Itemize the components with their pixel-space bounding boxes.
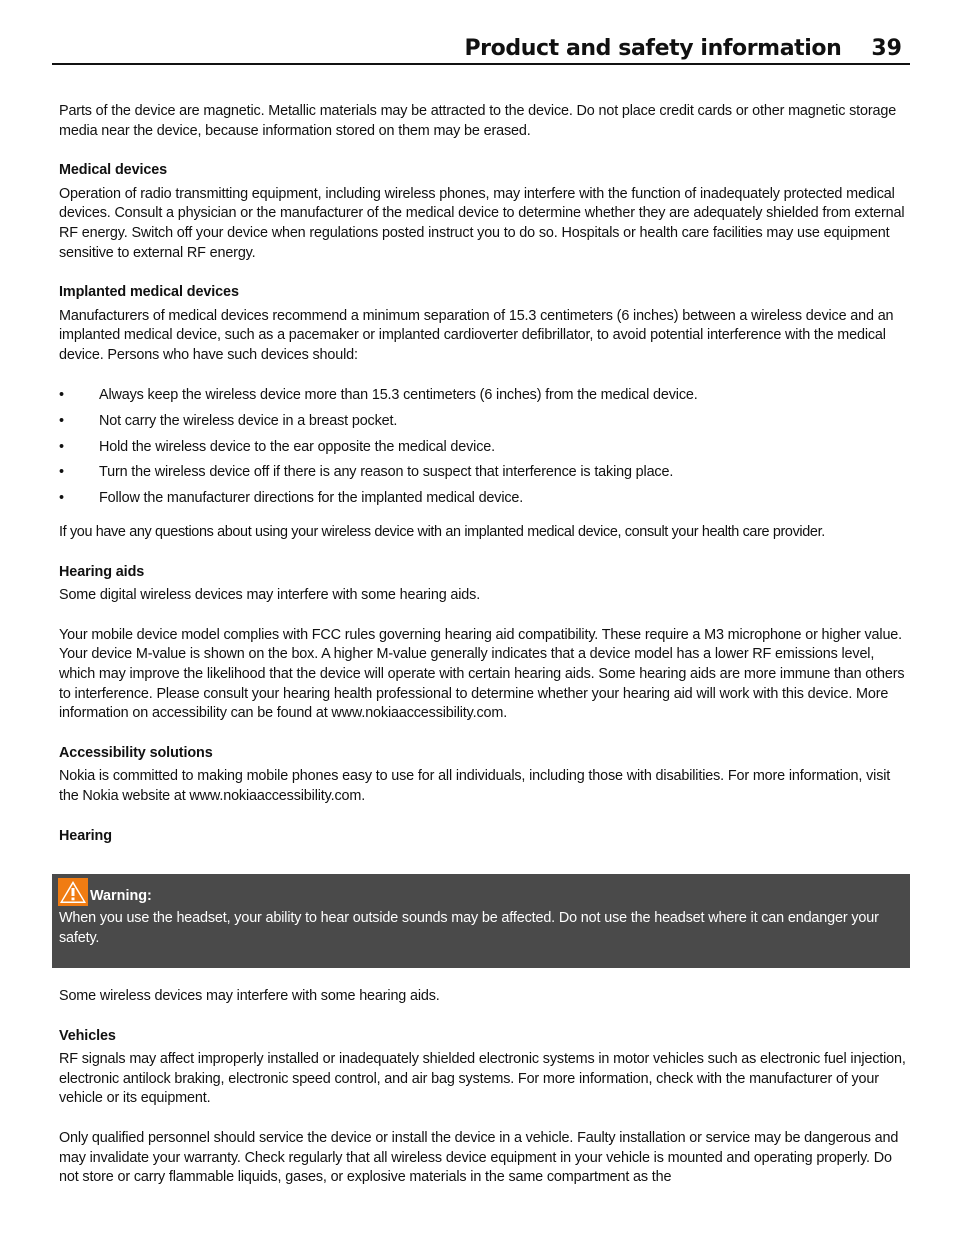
page-header — [52, 30, 910, 65]
section-heading-vehicles: Vehicles — [59, 1027, 116, 1044]
warning-label: Warning: — [90, 888, 152, 905]
list-item — [59, 489, 909, 509]
list-item — [59, 412, 909, 432]
section-heading-implanted-medical-devices: Implanted medical devices — [59, 284, 239, 301]
section-heading-hearing-aids: Hearing aids — [59, 563, 145, 580]
list-item-text: Turn the wireless device off if there is any reason to suspect that interference is taking place. — [99, 464, 674, 481]
intro-paragraph: Parts of the device are magnetic. Metallic materials may be attracted to the device. Do not place credit cards or other magnetic storage media near the device, because information stored on them may be erased. — [59, 103, 897, 139]
page-title: Product and safety information — [464, 36, 842, 61]
bullet-marker: • — [59, 490, 64, 507]
list-item — [59, 463, 909, 483]
section-heading-medical-devices: Medical devices — [59, 162, 168, 179]
list-item — [59, 438, 909, 458]
bullet-marker: • — [59, 438, 64, 455]
main-content — [59, 102, 909, 846]
warning-triangle-icon — [58, 878, 88, 906]
list-item-text: Always keep the wireless device more than 15.3 centimeters (6 inches) from the medical device. — [99, 386, 698, 403]
section-heading-accessibility-solutions: Accessibility solutions — [59, 744, 213, 761]
medical-devices-paragraph: Operation of radio transmitting equipment, including wireless phones, may interfere with the function of inadequately protected medical devices. Consult a physician or the manufacturer of the medical device to determine whether they are adequately shielded from external RF energy. Switch off your device when regulations posted instruct you to do so. Hospitals or health care facilities may use equipment sensitive to external RF energy. — [59, 185, 905, 261]
warning-callout — [52, 874, 910, 968]
section-heading-hearing: Hearing — [59, 827, 112, 844]
bullet-marker: • — [59, 464, 64, 481]
vehicles-paragraph-1: RF signals may affect improperly installed or inadequately shielded electronic systems in motor vehicles such as electronic fuel injection, electronic antilock braking, electronic speed control, and air bag systems. For more information, check with the manufacturer of your vehicle or its equipment. — [59, 1051, 906, 1107]
after-warning-paragraph: Some wireless devices may interfere with some hearing aids. — [59, 988, 440, 1004]
hearing-aids-paragraph-2: Your mobile device model complies with FCC rules governing hearing aid compatibility. These require a M3 microphone or higher value. Your device M-value is shown on the box. A higher M-value generally indicates that a device model has a lower RF emissions level, which may improve the likelihood that the device will operate with certain hearing aids. Some hearing aids are more immune than others to interference. Please consult your hearing health professional to determine whether your hearing aid will work with this device. More information on accessibility can be found at www.nokiaaccessibility.com. — [59, 626, 905, 722]
hearing-aids-paragraph-1: Some digital wireless devices may interfere with some hearing aids. — [59, 587, 481, 604]
list-item — [59, 386, 909, 406]
bullet-marker: • — [59, 386, 64, 403]
warning-header — [58, 878, 152, 906]
implanted-devices-bullet-list — [59, 386, 909, 510]
implanted-devices-paragraph: Manufacturers of medical devices recommend a minimum separation of 15.3 centimeters (6 inches) between a wireless device and an implanted medical device, such as a pacemaker or implanted cardioverter defibrillator, to avoid potential interference with the medical device. Persons who have such devices should: — [59, 307, 894, 363]
lower-content — [59, 987, 909, 1188]
page-number: 39 — [871, 36, 902, 61]
vehicles-paragraph-2: Only qualified personnel should service the device or install the device in a vehicle. Faulty installation or service may be dangerous and may invalidate your warranty. Check regularly that all wireless device equipment in your vehicle is mounted and operating properly. Do not store or carry flammable liquids, gases, or explosive materials in the same compartment as the — [59, 1129, 899, 1186]
implanted-devices-closing-paragraph: If you have any questions about using your wireless device with an implanted medical device, consult your health care provider. — [59, 524, 825, 541]
accessibility-paragraph: Nokia is committed to making mobile phones easy to use for all individuals, including those with disabilities. For more information, visit the Nokia website at www.nokiaaccessibility.com. — [59, 768, 891, 804]
bullet-marker: • — [59, 412, 64, 429]
warning-text: When you use the headset, your ability to hear outside sounds may be affected. Do not use the headset where it can endanger your safety. — [59, 910, 879, 946]
list-item-text: Hold the wireless device to the ear opposite the medical device. — [99, 438, 495, 455]
list-item-text: Follow the manufacturer directions for the implanted medical device. — [99, 490, 524, 507]
list-item-text: Not carry the wireless device in a breast pocket. — [99, 412, 398, 429]
